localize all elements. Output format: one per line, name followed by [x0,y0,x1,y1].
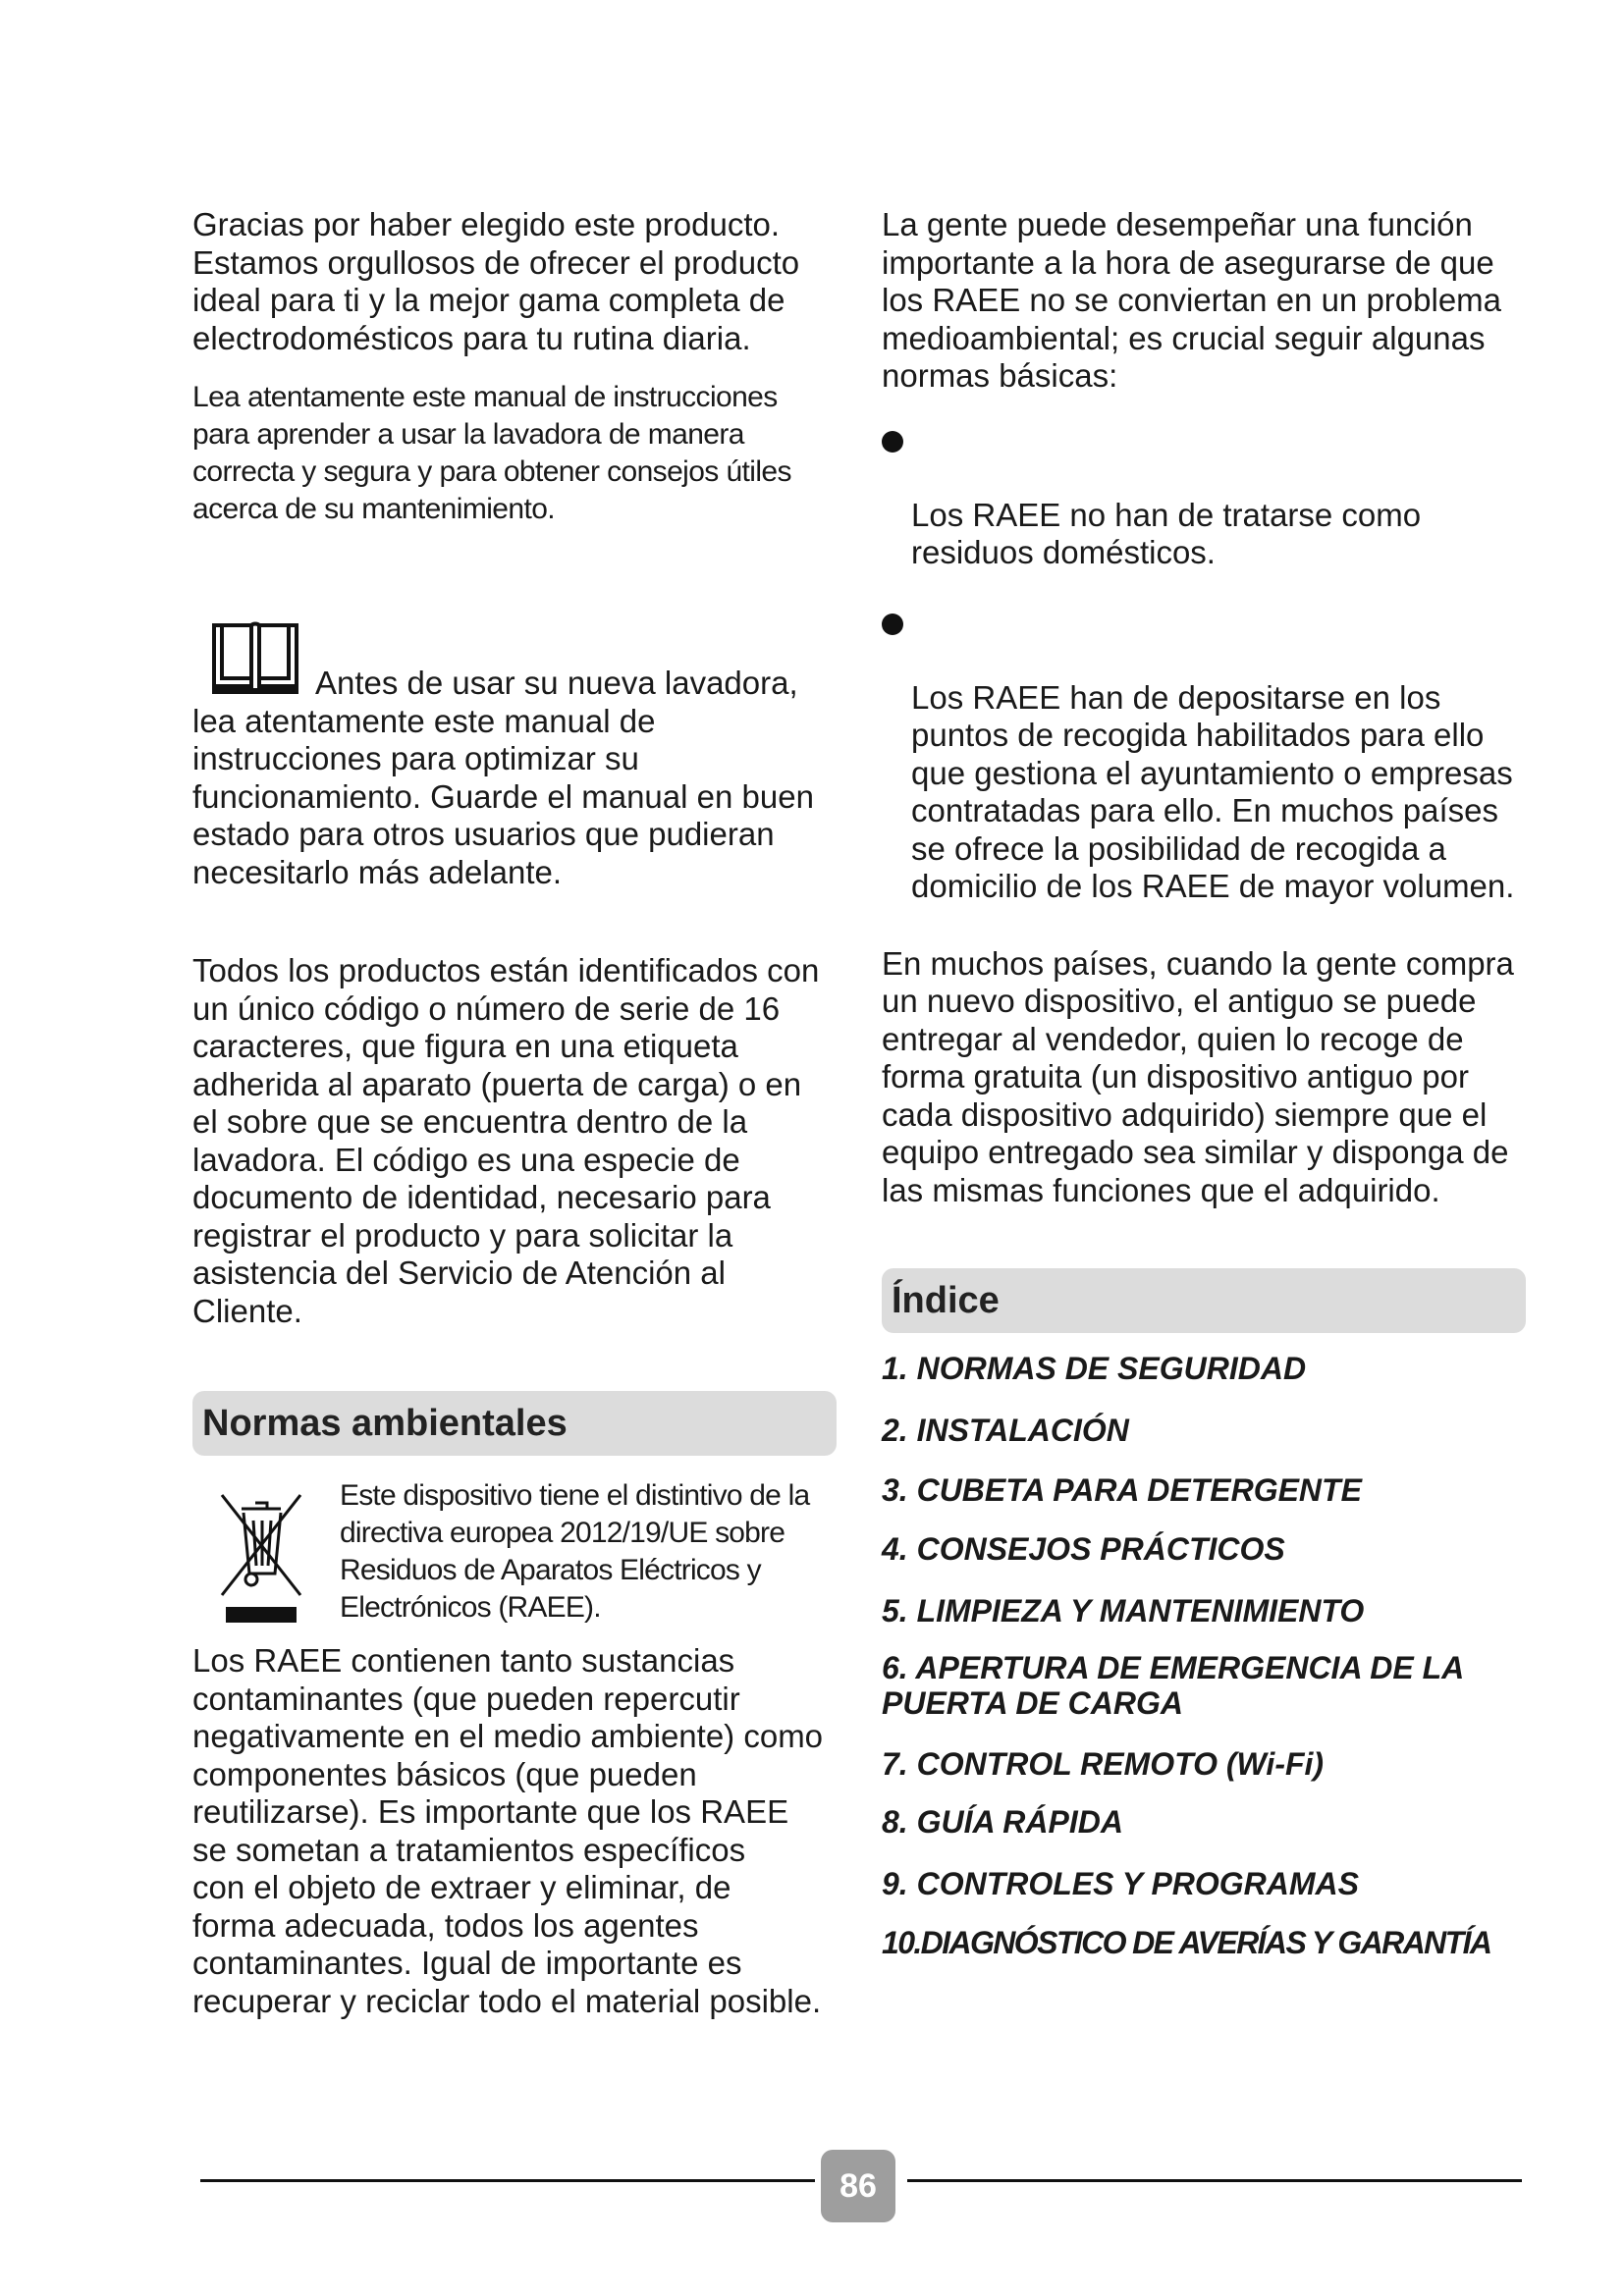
intro-paragraph: Gracias por haber elegido este producto. Estamos orgullosos de ofrecer el producto ideal para ti y la mejor gama completa de electrodomésticos para tu rutina diaria. [192,206,800,356]
bullet-dot-icon [882,431,903,453]
footer-rule-right [907,2179,1522,2182]
weee-notice-text: Este dispositivo tiene el distintivo de la directiva europea 2012/19/UE sobre Residuos de Aparatos Eléctricos y Electrónicos (RAEE). [340,1479,810,1624]
bullet-item [882,604,1526,906]
toc-item[interactable]: 2. INSTALACIÓN [882,1413,1129,1448]
left-column [192,206,837,2020]
index-heading: Índice [882,1268,1526,1333]
people-role-paragraph: La gente puede desempeñar una función importante a la hora de asegurarse de que los RAEE no se conviertan en un problema medioambiental; es crucial seguir algunas normas básicas: [882,206,1502,394]
weee-notice-block [192,1477,837,1642]
bullet-text: Los RAEE no han de tratarse como residuos domésticos. [911,496,1422,570]
toc-item[interactable]: 4. CONSEJOS PRÁCTICOS [882,1531,1285,1567]
page-number-badge: 86 [821,2150,895,2222]
toc-item[interactable]: 9. CONTROLES Y PROGRAMAS [882,1866,1359,1901]
toc-item[interactable]: 7. CONTROL REMOTO (Wi-Fi) [882,1746,1325,1782]
return-policy-paragraph: En muchos países, cuando la gente compra un nuevo dispositivo, el antiguo se puede entregar al vendedor, quien lo recoge de forma gratuita (un dispositivo antiguo por cada dispositivo adquirido) siempre que el equipo entregado sea similar y disponga de las mismas funciones que el adquirido. [882,944,1514,1208]
weee-bullet-list [882,421,1526,906]
toc-item[interactable]: 6. APERTURA DE EMERGENCIA DE LA PUERTA DE CARGA [882,1650,1465,1721]
toc-item[interactable]: 3. CUBETA PARA DETERGENTE [882,1472,1362,1508]
toc-item[interactable]: 10.DIAGNÓSTICO DE AVERÍAS Y GARANTÍA [882,1925,1491,1960]
environment-heading: Normas ambientales [192,1391,837,1456]
footer-rule-left [200,2179,815,2182]
before-use-paragraph: Antes de usar su nueva lavadora, lea atentamente este manual de instrucciones para optimizar su funcionamiento. Guarde el manual en buen estado para otros usuarios que pudieran necesitarlo más adelante. [192,665,814,890]
weee-body-paragraph: Los RAEE contienen tanto sustancias contaminantes (que pueden repercutir negativamente en el medio ambiente) como componentes básicos (que pueden reutilizarse). Es importante que los RAEE se sometan a tratamientos específicos con el objeto de extraer y eliminar, de forma adecuada, todos los agentes contaminantes. Igual de importante es recuperar y reciclar todo el material posible. [192,1642,824,2019]
open-book-icon [210,621,300,696]
serial-number-paragraph: Todos los productos están identificados con un único código o número de serie de 16 caracteres, que figura en una etiqueta adherida al aparato (puerta de carga) o en el sobre que se encuentra dentro de la lavadora. El código es una especie de documento de identidad, necesario para registrar el producto y para solicitar la asistencia del Servicio de Atención al Cliente. [192,952,820,1329]
toc-item[interactable]: 5. LIMPIEZA Y MANTENIMIENTO [882,1593,1365,1629]
bullet-item [882,421,1526,572]
right-column [882,206,1526,1960]
table-of-contents [882,1351,1526,1960]
toc-item[interactable]: 1. NORMAS DE SEGURIDAD [882,1351,1307,1386]
bullet-dot-icon [882,614,903,635]
read-manual-paragraph: Lea atentamente este manual de instrucciones para aprender a usar la lavadora de manera correcta y segura y para obtener consejos útiles acerca de su mantenimiento. [192,381,791,525]
toc-item[interactable]: 8. GUÍA RÁPIDA [882,1804,1123,1840]
crossed-out-wheelie-bin-icon [216,1489,306,1629]
bullet-text: Los RAEE han de depositarse en los puntos de recogida habilitados para ello que gestiona el ayuntamiento o empresas contratadas para ello. En muchos países se ofrece la posibilidad de recogida a domicilio de los RAEE de mayor volumen. [911,678,1515,904]
before-use-block [192,621,837,891]
